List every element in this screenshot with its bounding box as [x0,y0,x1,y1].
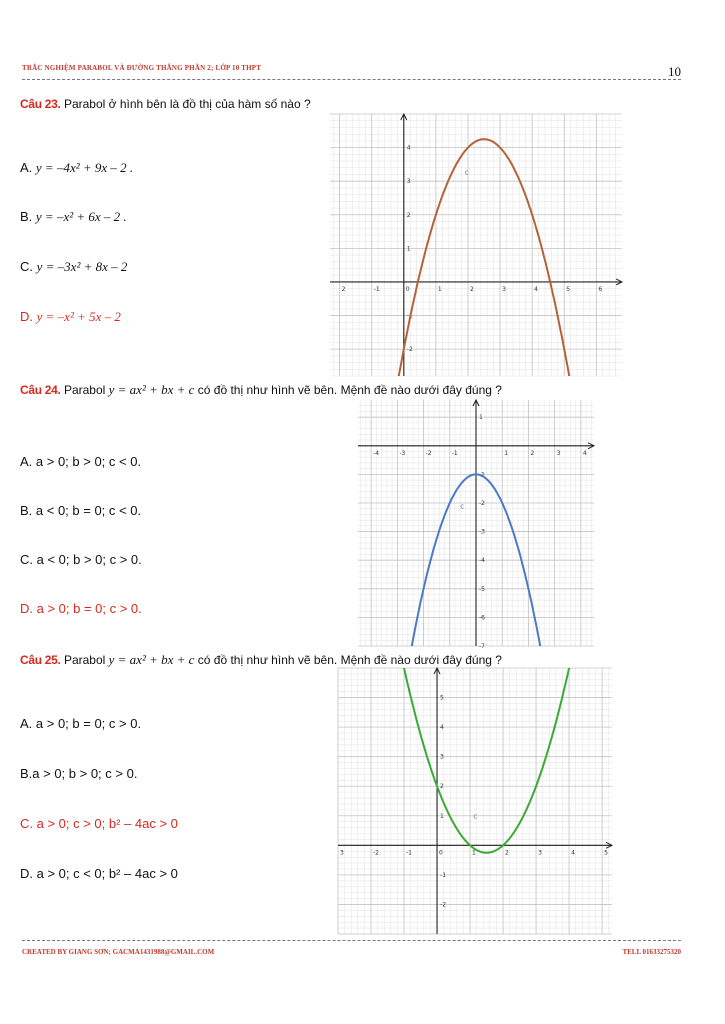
math-expression: y = –x² + 6x – 2 . [35,209,127,224]
question-23 [20,97,311,111]
y-tick-label: 1 [479,414,483,422]
header-rule [22,79,681,80]
option-23-d[interactable]: D. y = –x² + 5x – 2 [20,309,121,324]
x-tick-label: -2 [373,849,379,857]
y-tick-label: 2 [440,783,444,791]
x-tick-label: -4 [373,449,380,457]
question-25: Câu 25. Parabol y = ax² + bx + c có đồ thị như hình vẽ bên. Mệnh đề nào dưới đây đúng ? [20,652,502,667]
option-24-c[interactable]: C. a < 0; b > 0; c > 0. [20,552,142,567]
y-tick-label: 3 [406,178,411,186]
x-tick-label: -3 [399,449,406,457]
y-tick-label: -2 [406,346,413,354]
y-tick-label: 3 [440,753,444,761]
question-number: Câu 24. [20,383,61,397]
y-tick-label: -3 [479,528,485,536]
x-tick-label: -1 [373,285,380,293]
y-tick-label: -2 [479,499,485,507]
option-25-b[interactable]: B.a > 0; b > 0; c > 0. [20,766,138,781]
y-tick-label: 1 [406,245,411,253]
graph-q25 [338,668,612,934]
option-24-d[interactable]: D. a > 0; b = 0; c > 0. [20,601,142,616]
y-tick-label: 2 [406,211,411,219]
y-tick-label: -1 [406,312,413,320]
curve-label: c [460,502,465,511]
header-title: TRẮC NGHIỆM PARABOL VÀ ĐƯỜNG THẲNG PHẦN 2; LỚP 10 THPT [22,64,262,72]
x-tick-label: 1 [437,285,442,293]
x-tick-label: 3 [556,449,561,457]
graph-q24 [358,400,594,650]
y-tick-label: -1 [479,471,485,479]
math-expression: y = –x² + 5x – 2 [36,309,121,324]
option-25-d[interactable]: D. a > 0; c < 0; b² – 4ac > 0 [20,866,178,881]
question-number: Câu 25. [20,653,61,667]
curve-label: c [473,812,478,821]
y-tick-label: 5 [440,694,444,702]
question-number: Câu 23. [20,97,61,111]
x-tick-label: 6 [598,285,603,293]
option-25-a[interactable]: A. a > 0; b = 0; c > 0. [20,716,142,731]
x-tick-label: 5 [604,849,608,857]
curve-label: c [464,168,469,177]
option-24-b[interactable]: B. a < 0; b = 0; c < 0. [20,503,142,518]
x-tick-label: -2 [425,449,432,457]
question-24: Câu 24. Parabol y = ax² + bx + c có đồ thị như hình vẽ bên. Mệnh đề nào dưới đây đúng ? [20,382,502,397]
x-tick-label: 4 [582,449,587,457]
y-tick-label: 1 [440,812,444,820]
y-tick-label: -5 [479,585,485,593]
x-tick-label: 1 [504,449,509,457]
question-text: Parabol ở hình bên là đồ thị của hàm số nào ? [63,97,311,111]
y-tick-label: -2 [440,901,447,909]
x-tick-label: 4 [534,285,538,293]
x-tick-label: 2 [530,449,535,457]
y-tick-label: -7 [479,643,485,650]
x-tick-label: -1 [451,449,458,457]
footer-right: TELL 01633275320 [622,948,681,956]
page-number: 10 [668,64,681,79]
y-tick-label: 4 [440,724,444,732]
footer-rule [22,940,681,941]
option-23-b[interactable]: B. y = –x² + 6x – 2 . [20,209,127,224]
x-tick-label: 2 [469,285,474,293]
x-tick-label: 3 [538,849,542,857]
x-tick-label: 3 [340,849,344,857]
x-tick-label: 3 [502,285,506,293]
graph-q23 [330,114,622,376]
option-23-c[interactable]: C. y = –3x² + 8x – 2 [20,259,128,274]
option-25-c[interactable]: C. a > 0; c > 0; b² – 4ac > 0 [20,816,178,831]
y-tick-label: 4 [406,144,411,152]
math-expression: y = –4x² + 9x – 2 . [35,160,134,175]
math-expression: y = –3x² + 8x – 2 [36,259,128,274]
x-tick-label: 0 [439,849,443,857]
y-tick-label: -4 [479,557,485,565]
x-tick-label: -1 [406,849,413,857]
x-tick-label: 4 [571,849,575,857]
math-expression: y = ax² + bx + c [108,652,195,667]
y-tick-label: -6 [479,614,485,622]
option-23-a[interactable]: A. y = –4x² + 9x – 2 . [20,160,134,175]
math-expression: y = ax² + bx + c [108,382,195,397]
x-tick-label: 2 [341,285,346,293]
option-24-a[interactable]: A. a > 0; b > 0; c < 0. [20,454,142,469]
footer-left: CREATED BY GIANG SƠN; GACMA1431988@GMAIL.COM [22,948,215,956]
x-tick-label: 2 [505,849,509,857]
x-tick-label: 1 [472,849,476,857]
x-tick-label: 5 [566,285,571,293]
x-tick-label: 0 [405,285,410,293]
y-tick-label: -1 [440,871,447,879]
